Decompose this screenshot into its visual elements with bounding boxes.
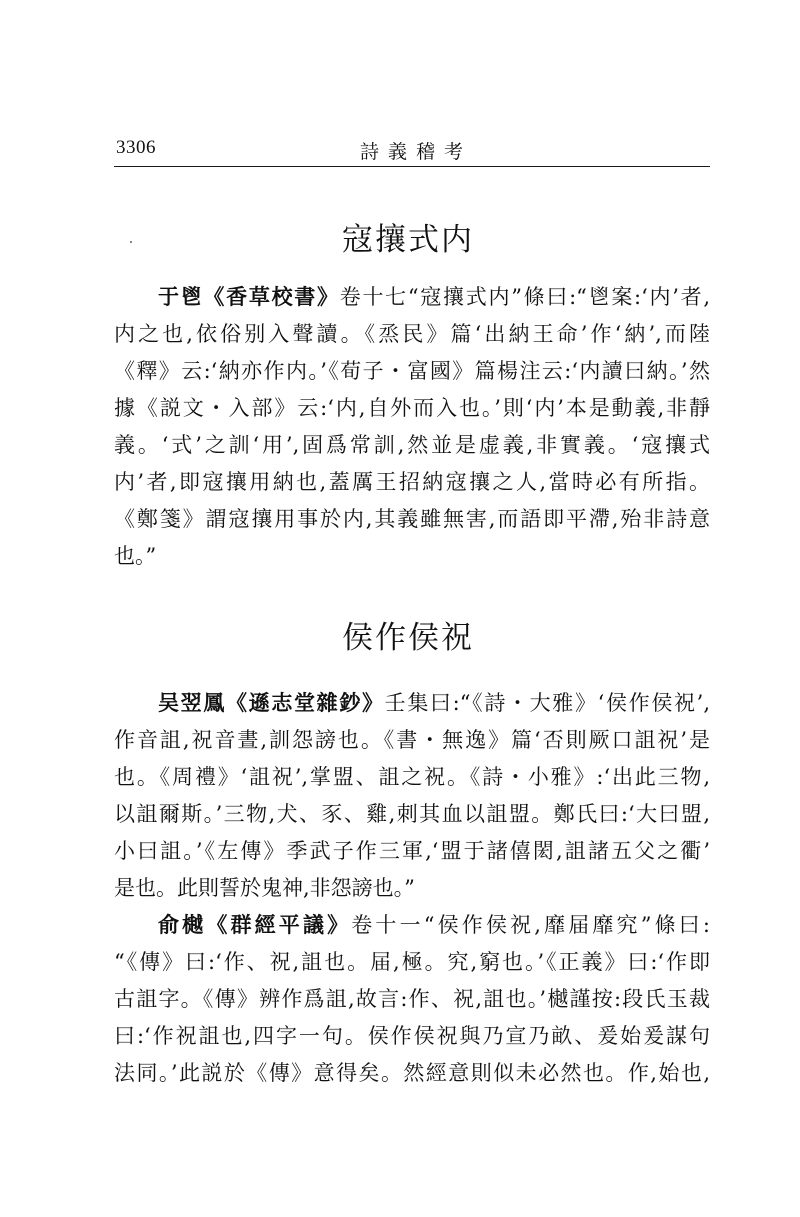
line-text: 内’者,即寇攘用納也,蓋厲王招納寇攘之人,當時必有所指。 [114,470,710,494]
line-text: 作音詛,祝音晝,訓怨謗也。《書・無逸》篇‘否則厥口詛祝’是 [114,728,710,752]
text-line [114,504,710,534]
line-text: 《鄭箋》謂寇攘用事於内,其義雖無害,而語即平滯,殆非詩意 [114,507,710,531]
line-text: 據《説文・入部》云:‘内,自外而入也。’則‘内’本是動義,非靜 [114,396,710,420]
text-line [114,430,710,460]
text-line [158,282,710,312]
text-line [114,799,710,829]
text-line [114,541,710,571]
line-text: 以詛爾斯。’三物,犬、豕、雞,刺其血以詛盟。鄭氏曰:‘大曰盟, [114,802,710,826]
line-text: 法同。’此説於《傳》意得矣。然經意則似未必然也。作,始也, [114,1061,710,1085]
cited-author-title: 吴翌鳳《遜志堂雜鈔》 [158,690,385,715]
cited-author-title: 俞樾《群經平議》 [158,912,352,937]
line-text: 古詛字。《傳》辨作爲詛,故言:作、祝,詛也。’樾謹按:段氏玉裁 [114,987,710,1011]
text-line [114,836,710,866]
text-line [114,725,710,755]
line-text: 卷十七“寇攘式内”條曰:“鬯案:‘内’者, [339,285,710,309]
text-line [114,393,710,423]
section-heading-1: 寇攘式内 [342,222,474,258]
line-text: 義。‘式’之訓‘用’,固爲常訓,然並是虚義,非實義。‘寇攘式 [114,433,710,457]
page-number: 3306 [116,137,156,158]
line-text: 也。《周禮》‘詛祝’,掌盟、詛之祝。《詩・小雅》:‘出此三物, [114,765,710,789]
text-line [114,947,710,977]
cited-author-title: 于鬯《香草校書》 [158,284,340,309]
line-text: “《傳》曰:‘作、祝,詛也。届,極。究,窮也。’《正義》曰:‘作即 [114,950,710,974]
text-line [114,873,710,903]
line-text: 内之也,依俗别入聲讀。《烝民》篇‘出納王命’作‘納’,而陸 [114,322,710,346]
text-line [158,910,710,940]
text-line [114,319,710,349]
line-text: 曰:‘作祝詛也,四字一句。侯作侯祝與乃宣乃畝、爰始爰謀句 [114,1024,710,1048]
text-line [114,356,710,386]
header-rule [114,166,710,167]
text-line [114,1021,710,1051]
line-text: 壬集曰:“《詩・大雅》‘侯作侯祝’, [384,691,710,715]
text-line [114,984,710,1014]
text-line [114,1058,710,1088]
text-line [158,688,710,718]
running-title: 詩義稽考 [360,141,473,163]
line-text: 卷十一“侯作侯祝,靡届靡究”條曰: [351,913,710,937]
line-text: 也。” [114,544,157,568]
line-text: 《釋》云:‘納亦作内。’《荀子・富國》篇楊注云:‘内讀曰納。’然 [114,359,710,383]
line-text: 是也。此則誓於鬼神,非怨謗也。” [114,876,415,900]
section-heading-2: 侯作侯祝 [342,620,474,656]
text-line [114,467,710,497]
line-text: 小曰詛。’《左傳》季武子作三軍,‘盟于諸僖閎,詛諸五父之衢’ [114,839,710,863]
text-line [114,762,710,792]
